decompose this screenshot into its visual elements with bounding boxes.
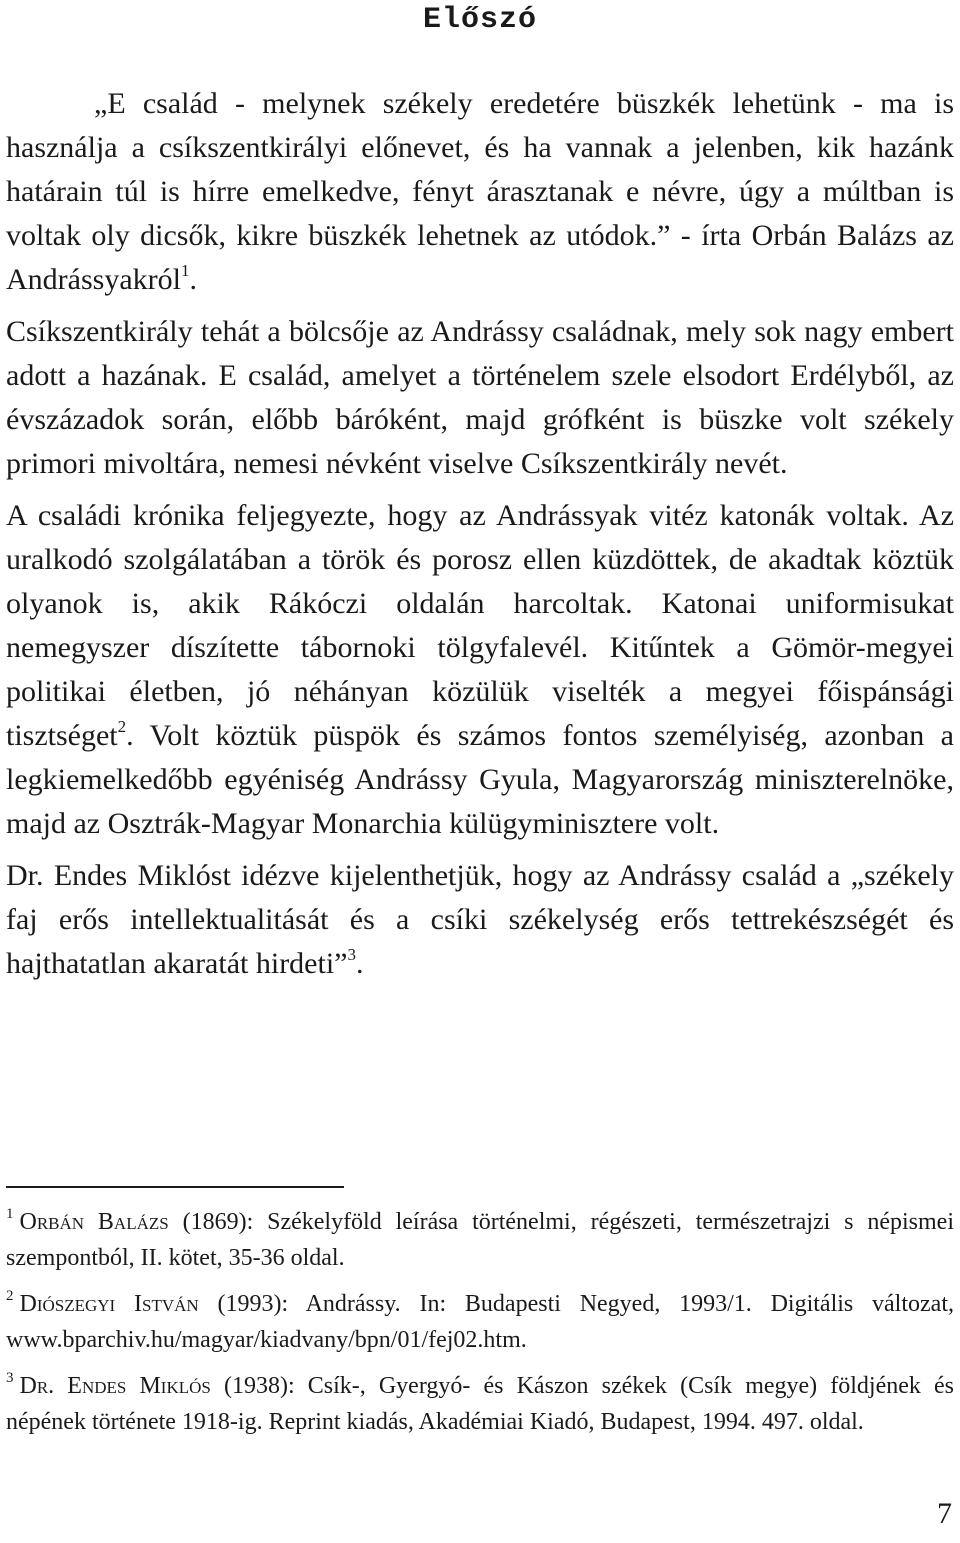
sentence-end: . [355,947,364,980]
footnote-number: 2 [6,1288,14,1304]
footnote-ref-3: 3 [347,945,356,964]
paragraph-text-continued: . Volt köztük püspök és számos fontos személyiség, azonban a legkiemelkedőbb egyéniség Andrássy Gyula, Magyarország miniszterelnöke, majd az Osztrák-Magyar Monarchia külügyminisztere volt. [6,719,954,840]
quote-text: „E család - melynek székely eredetére büszkék lehetünk - ma is használja a csíkszentkirályi előnevet, és ha vannak a jelenben, kik hazánk határain túl is hírre emelkedve, fényt árasztanak e névre, úgy a múltban is voltak oly dicsők, kikre büszkék lehetnek az utódok.” [6,87,954,252]
paragraph-birthplace [6,310,954,486]
footnote-author: Dr. Endes Miklós [19,1373,211,1399]
footnote-author: Orbán Balázs [19,1209,169,1235]
sentence-end: . [189,263,197,296]
footnote-text: (1938): Csík-, Gyergyó- és Kászon székek (Csík megye) földjének és népének története 1918-ig. Reprint kiadás, Akadémiai Kiadó, Budapest, 1994. 497. oldal. [6,1373,954,1435]
paragraph-text: Dr. Endes Miklóst idézve kijelenthetjük, hogy az Andrássy család a „székely faj erős intellektualitását és a csíki székelység erős tettrekészségét és hajthatatlan akaratát hirdeti” [6,859,954,980]
quote-attribution: - írta Orbán Balázs az Andrássyakról [6,219,954,296]
page-number: 7 [937,1497,952,1530]
footnote-number: 3 [6,1370,14,1386]
footnote-divider [6,1186,344,1188]
footnote-1 [6,1204,954,1276]
main-text [6,82,954,986]
paragraph-text: Csíkszentkirály tehát a bölcsője az Andrássy családnak, mely sok nagy embert adott a hazának. E család, amelyet a történelem szele elsodort Erdélyből, az évszázadok során, előbb báróként, majd grófként is büszke volt székely primori mivoltára, nemesi névként viselve Csíkszentkirály nevét. [6,315,954,480]
footnote-text: (1993): Andrássy. In: Budapesti Negyed, 1993/1. Digitális változat, www.bparchiv.hu/magyar/kiadvany/bpn/01/fej02.htm. [6,1291,954,1353]
footnote-ref-2: 2 [117,717,127,736]
footnote-text: (1869): Székelyföld leírása történelmi, régészeti, természetrajzi s népismei szempontból, II. kötet, 35-36 oldal. [6,1209,954,1271]
footnote-author: Diószegyi István [19,1291,199,1317]
footnote-3 [6,1368,954,1440]
footnote-number: 1 [6,1206,14,1222]
page-title: Előszó [422,3,538,37]
footnote-2 [6,1286,954,1358]
footnote-ref-1: 1 [180,261,190,280]
paragraph-chronicle [6,494,954,846]
paragraph-endes-quote [6,854,954,986]
footnotes [6,1204,954,1450]
paragraph-quote [6,82,954,302]
paragraph-text: A családi krónika feljegyezte, hogy az Andrássyak vitéz katonák voltak. Az uralkodó szolgálatában a török és porosz ellen küzdöttek, de akadtak köztük olyanok is, akik Rákóczi oldalán harcoltak. Katonai uniformisukat nemegyszer díszítette tábornoki tölgyfalevél. Kitűntek a Gömör-megyei politikai életben, jó néhányan közülük viselték a megyei főispánsági tisztséget [6,499,954,752]
